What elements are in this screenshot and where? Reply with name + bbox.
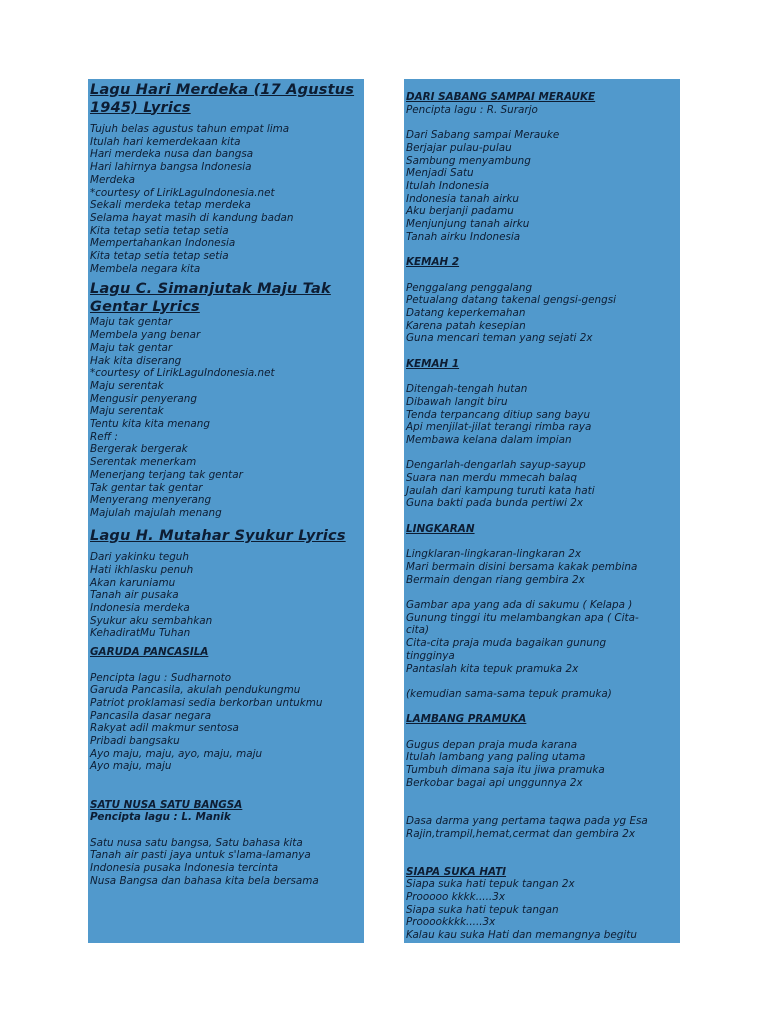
left-lyrics-column [88,79,364,943]
section-title-lingkaran: LINGKARAN [406,522,475,535]
lyric-line: Maju tak gentar [90,341,173,354]
lyric-line: Itulah hari kemerdekaan kita [90,135,241,148]
lyric-line [406,802,680,815]
lyric-line: Tenda terpancang ditiup sang bayu [406,408,591,421]
lyrics-syukur [90,551,364,640]
lyric-line: Itulah Indonesia [406,179,490,192]
lyric-line: Majulah majulah menang [90,506,222,519]
lyric-line: Gugus depan praja muda karana [406,738,578,751]
title-line: Gentar Lyrics [90,298,200,315]
lyric-line: Patriot proklamasi sedia berkorban untukmu [90,696,323,709]
lyric-line [406,789,680,802]
lyric-line: Rajin,trampil,hemat,cermat dan gembira 2x [406,827,635,840]
lyric-line: Hari merdeka nusa dan bangsa [90,148,254,161]
section-title-maju-tak-gentar [90,281,364,316]
lyric-line: Ayo maju, maju, ayo, maju, maju [90,747,263,760]
lyric-line: Indonesia pusaka Indonesia tercinta [90,862,279,874]
lyrics-kemah-2 [406,282,680,346]
lyric-line: Mempertahankan Indonesia [90,237,236,250]
title-line: Lagu Hari Merdeka (17 Agustus [90,82,355,98]
lyric-line: Hati ikhlasku penuh [90,563,194,576]
lyric-line: Menjadi Satu [406,167,474,180]
lyric-line: Syukur aku sembahkan [90,614,213,627]
lyric-line: Dasa darma yang pertama taqwa pada yg Esa [406,814,648,827]
lyric-line: Prooookkkk.....3x [406,916,496,929]
section-title-kemah-2: KEMAH 2 [406,256,460,269]
lyrics-lingkaran [406,548,680,700]
lyric-line: Selama hayat masih di kandung badan [90,211,294,224]
lyric-line [406,447,680,460]
lyric-line: Menyerang menyerang [90,494,212,507]
lyric-line [406,116,680,129]
lyric-line: Gambar apa yang ada di sakumu ( Kelapa ) [406,598,633,611]
lyric-line: Mari bermain disini bersama kakak pembina [406,560,638,573]
lyric-line: Reff : [90,430,118,443]
lyric-line: Hak kita diserang [90,354,182,367]
section-title-hari-merdeka [90,82,364,117]
lyric-line: Dari yakinku teguh [90,551,189,564]
lyric-line: Kita tetap setia tetap setia [90,224,229,237]
lyric-line: Penggalang penggalang [406,281,533,294]
section-title-siapa-suka-hati: SIAPA SUKA HATI [406,865,507,878]
lyric-line: Membela negara kita [90,262,201,275]
lyric-line: (kemudian sama-sama tepuk pramuka) [406,687,612,700]
lyric-line: Siapa suka hati tepuk tangan 2x [406,878,575,891]
lyric-line: Tanah airku Indonesia [406,230,521,243]
lyric-line: Api menjilat-jilat terangi rimba raya [406,421,592,434]
lyric-line [406,675,680,688]
lyrics-hari-merdeka [90,123,364,275]
lyric-line: Kalau kau suka Hati dan memangnya begitu [406,929,637,942]
lyric-line: Kita tetap setia tetap setia [90,250,229,263]
lyric-line: Pencipta lagu : Sudharnoto [90,671,232,684]
lyric-line: Berjajar pulau-pulau [406,141,512,154]
title-line: Lagu C. Simanjutak Maju Tak [90,281,331,298]
lyric-line: Akan karuniamu [90,576,176,589]
section-title-garuda-pancasila: GARUDA PANCASILA [90,646,209,659]
lyric-line: Berkobar bagai api unggunnya 2x [406,776,583,789]
lyric-line: Merdeka [90,173,136,186]
lyric-line: Datang keperkemahan [406,306,526,319]
lyrics-maju-tak-gentar [90,316,364,519]
section-title-satu-nusa: SATU NUSA SATU BANGSA [90,798,243,811]
lyric-line: Pribadi bangsaku [90,735,180,748]
lyric-line: Menerjang terjang tak gentar [90,468,243,481]
lyric-line: *courtesy of LirikLaguIndonesia.net [90,367,275,380]
lyric-line: Maju serentak [90,379,164,392]
lyric-line: Indonesia merdeka [90,602,190,614]
lyric-line: Siapa suka hati tepuk tangan [406,903,559,916]
lyric-line: Tentu kita kita menang [90,418,210,431]
lyric-line: Tanah air pusaka [90,589,179,602]
lyric-line: Membela yang benar [90,329,201,342]
lyric-line: Rakyat adil makmur sentosa [90,722,239,735]
lyric-line [406,586,680,599]
lyric-line: Pancasila dasar negara [90,709,212,722]
lyric-line: Maju serentak [90,405,164,418]
lyric-line: Maju tak gentar [90,316,173,329]
composer-satu-nusa: Pencipta lagu : L. Manik [90,811,231,824]
lyric-line: Hari lahirnya bangsa Indonesia [90,161,252,174]
lyric-line: Menjunjung tanah airku [406,218,530,231]
lyrics-dari-sabang [406,104,680,244]
section-title-lambang-pramuka: LAMBANG PRAMUKA [406,713,527,726]
lyric-line: Gunung tinggi itu melambangkan apa ( Cita- [406,611,639,624]
lyric-line: Pencipta lagu : R. Surarjo [406,103,538,116]
lyric-line: Pantaslah kita tepuk pramuka 2x [406,662,579,675]
lyric-line: Ditengah-tengah hutan [406,383,528,396]
lyric-line: Bermain dengan riang gembira 2x [406,573,585,586]
lyrics-lambang-pramuka [406,739,680,841]
lyric-line: Guna mencari teman yang sejati 2x [406,332,593,345]
lyric-line: Satu nusa satu bangsa, Satu bahasa kita [90,836,303,849]
lyric-line: Mengusir penyerang [90,392,197,405]
lyrics-satu-nusa [90,837,364,888]
lyric-line: Aku berjanji padamu [406,205,514,218]
lyric-line: *courtesy of LirikLaguIndonesia.net [90,186,275,199]
lyric-line: Tujuh belas agustus tahun empat lima [90,123,290,135]
lyric-line: Tumbuh dimana saja itu jiwa pramuka [406,764,605,777]
lyric-line: Guna bakti pada bunda pertiwi 2x [406,497,584,510]
lyric-line: Sambung menyambung [406,154,531,167]
lyric-line: Prooooo kkkk.....3x [406,891,505,904]
section-title-kemah-1: KEMAH 1 [406,357,460,370]
section-title-dari-sabang: DARI SABANG SAMPAI MERAUKE [406,91,596,103]
lyric-line: cita) [406,624,430,637]
lyric-line: Petualang datang takenal gengsi-gengsi [406,294,616,307]
section-title-syukur: Lagu H. Mutahar Syukur Lyrics [90,527,346,544]
lyric-line: Cita-cita praja muda bagaikan gunung [406,637,607,650]
lyrics-siapa-suka-hati [406,878,680,942]
lyric-line: Bergerak bergerak [90,443,188,456]
lyric-line: Suara nan merdu mmecah balaq [406,472,578,484]
lyric-line: KehadiratMu Tuhan [90,627,191,640]
lyric-line: Nusa Bangsa dan bahasa kita bela bersama [90,874,319,887]
right-lyrics-column [404,79,680,943]
lyric-line: Itulah lambang yang paling utama [406,751,586,764]
lyric-line: Serentak menerkam [90,456,197,469]
lyric-line: Jaulah dari kampung turuti kata hati [406,484,595,497]
title-line: 1945) Lyrics [90,99,191,116]
lyric-line: tingginya [406,649,455,662]
lyrics-kemah-1 [406,383,680,510]
lyric-line: Dengarlah-dengarlah sayup-sayup [406,459,586,472]
lyric-line: Karena patah kesepian [406,319,526,332]
lyric-line: Dari Sabang sampai Merauke [406,129,560,142]
lyric-line: Ayo maju, maju [90,760,172,773]
lyric-line: Tak gentar tak gentar [90,481,203,494]
lyric-line: Lingklaran-lingkaran-lingkaran 2x [406,548,582,561]
lyric-line: Membawa kelana dalam impian [406,433,572,446]
lyric-line: Tanah air pasti jaya untuk s'lama-lamanya [90,849,311,862]
lyric-line: Sekali merdeka tetap merdeka [90,199,251,212]
lyric-line: Dibawah langit biru [406,395,508,408]
lyric-line: Indonesia tanah airku [406,192,519,205]
lyrics-garuda-pancasila [90,672,364,774]
lyric-line: Garuda Pancasila, akulah pendukungmu [90,684,301,697]
